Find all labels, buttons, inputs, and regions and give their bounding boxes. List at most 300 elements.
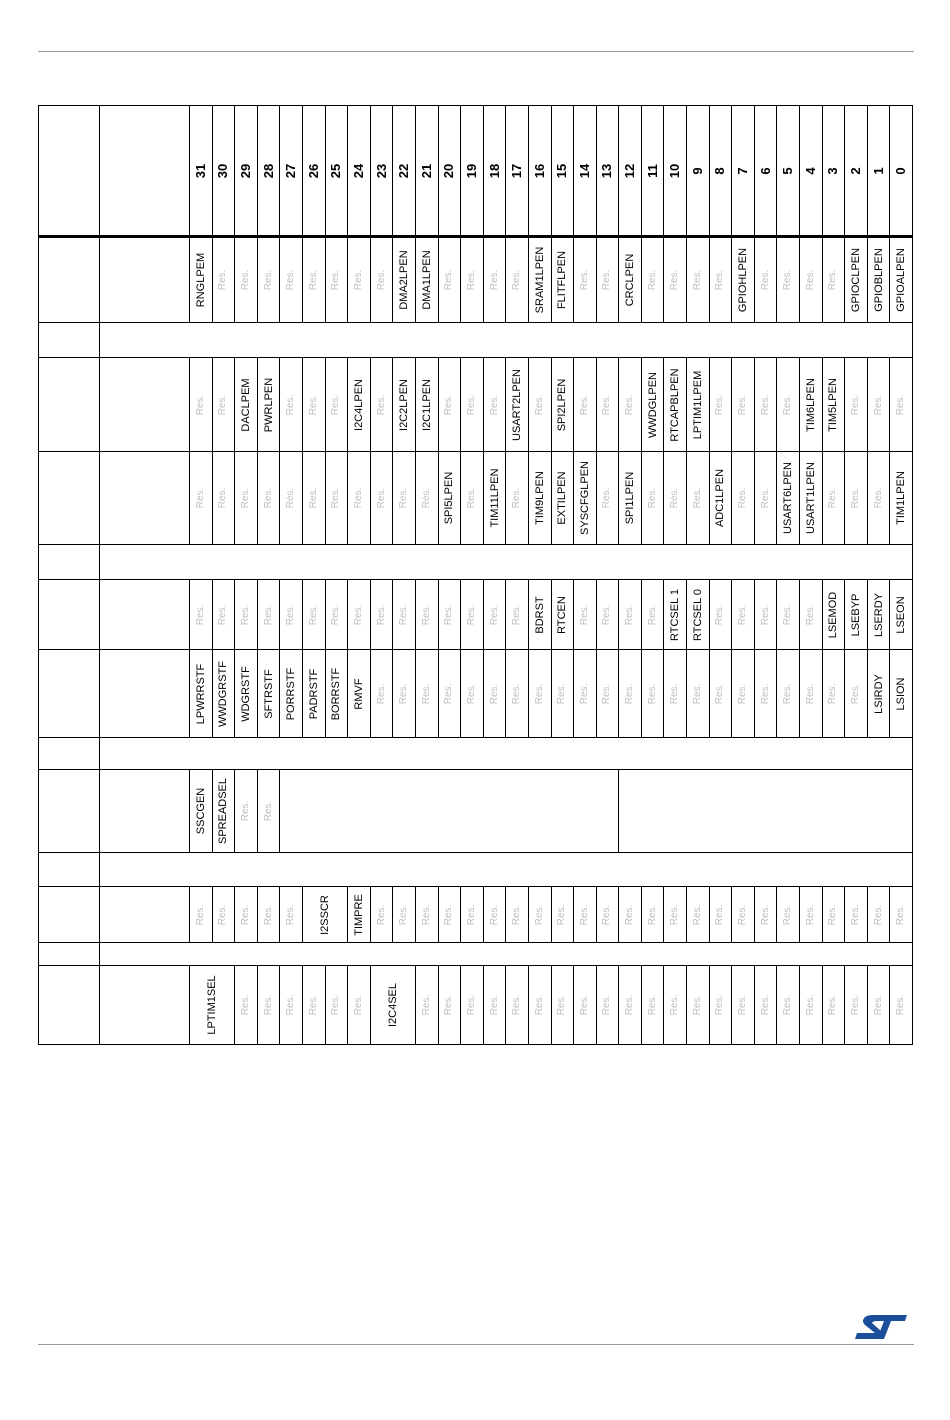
bit-number-cell <box>868 105 891 237</box>
field-label: TIM11LPEN <box>488 468 501 528</box>
field-cell <box>393 237 416 323</box>
reserved-cell <box>574 650 597 738</box>
reserved-label: Res. <box>262 800 274 822</box>
reserved-label: Res. <box>714 269 726 290</box>
reserved-label: Res. <box>691 904 703 925</box>
reserved-label: Res. <box>262 604 274 625</box>
reserved-label: Res. <box>714 683 726 704</box>
bit-number-cell <box>506 105 529 237</box>
field-cell <box>484 452 507 545</box>
reserved-label: Res. <box>895 994 907 1016</box>
reset-value-row <box>100 943 913 966</box>
field-cell <box>777 452 800 545</box>
bit-number: 22 <box>396 163 412 178</box>
offset-cell <box>38 943 100 966</box>
bit-number-cell <box>371 105 394 237</box>
reserved-label: Res. <box>465 269 477 290</box>
reserved-label: Res. <box>669 269 681 290</box>
reserved-label: Res. <box>804 994 816 1016</box>
reserved-label: Res. <box>352 269 364 290</box>
field-cell <box>506 358 529 452</box>
reserved-label: Res. <box>307 487 319 509</box>
offset-cell <box>38 650 100 738</box>
field-cell <box>258 358 281 452</box>
reserved-cell <box>800 966 823 1045</box>
reserved-label: Res. <box>330 487 342 509</box>
field-cell <box>868 650 891 738</box>
reserved-cell <box>664 237 687 323</box>
reserved-label: Res. <box>194 904 206 925</box>
reserved-label: Res. <box>804 683 816 704</box>
bit-number: 9 <box>689 166 705 175</box>
field-cell <box>371 966 416 1045</box>
reserved-cell <box>280 580 303 650</box>
field-cell <box>348 887 371 943</box>
field-cell <box>868 237 891 323</box>
field-cell <box>348 358 371 452</box>
reserved-cell <box>597 452 620 545</box>
reserved-cell <box>664 452 687 545</box>
reserved-label: Res. <box>782 683 794 704</box>
reserved-label: Res. <box>669 994 681 1016</box>
reserved-label: Res. <box>217 904 229 925</box>
reserved-label: Res. <box>465 604 477 625</box>
reserved-label: Res. <box>872 994 884 1016</box>
reserved-label: Res. <box>556 904 568 925</box>
register-name-cell <box>100 887 190 943</box>
reserved-label: Res. <box>398 604 410 625</box>
field-label: GPIOHLPEN <box>737 247 750 312</box>
reserved-cell <box>732 650 755 738</box>
reserved-cell <box>597 580 620 650</box>
reserved-label: Res. <box>872 487 884 509</box>
reserved-label: Res. <box>488 269 500 290</box>
reserved-cell <box>755 452 778 545</box>
reserved-cell <box>597 237 620 323</box>
reserved-label: Res. <box>827 683 839 704</box>
reserved-cell <box>845 452 868 545</box>
field-label: EXTILPEN <box>556 471 569 525</box>
reserved-label: Res. <box>262 269 274 290</box>
field-label: SYSCFGLPEN <box>578 461 591 535</box>
reserved-cell <box>506 237 529 323</box>
reserved-label: Res. <box>239 800 251 822</box>
field-cell <box>619 237 642 323</box>
reserved-label: Res. <box>669 683 681 704</box>
reserved-cell <box>777 966 800 1045</box>
field-cell <box>213 650 236 738</box>
bit-number-cell <box>213 105 236 237</box>
bit-number-cell <box>800 105 823 237</box>
reserved-cell <box>348 452 371 545</box>
reserved-label: Res. <box>624 683 636 704</box>
reserved-label: Res. <box>398 487 410 509</box>
bit-number: 17 <box>509 163 525 178</box>
reserved-label: Res. <box>488 394 500 415</box>
reserved-label: Res. <box>511 604 523 625</box>
reserved-label: Res. <box>669 904 681 925</box>
field-label: TIM1LPEN <box>895 471 908 525</box>
bit-number: 12 <box>622 163 638 178</box>
reserved-label: Res. <box>578 604 590 625</box>
reserved-cell <box>664 650 687 738</box>
reserved-cell <box>800 237 823 323</box>
field-label: RTCSEL 0 <box>691 588 704 641</box>
bit-number-cell <box>484 105 507 237</box>
field-label: RMVF <box>352 677 365 710</box>
reserved-label: Res. <box>737 487 749 509</box>
reserved-label: Res. <box>714 604 726 625</box>
register-name-cell <box>100 580 190 650</box>
reserved-label: Res. <box>827 487 839 509</box>
reserved-label: Res. <box>669 487 681 509</box>
field-label: SRAM1LPEN <box>533 246 546 313</box>
reserved-cell <box>371 650 394 738</box>
field-cell <box>303 650 326 738</box>
field-cell <box>642 358 665 452</box>
reserved-cell <box>755 580 778 650</box>
reserved-cell <box>687 452 710 545</box>
reserved-cell <box>868 966 891 1045</box>
reserved-label: Res. <box>239 994 251 1016</box>
offset-cell <box>38 770 100 853</box>
field-label: PWRLPEN <box>262 377 275 432</box>
reserved-label: Res. <box>375 683 387 704</box>
reserved-label: Res. <box>488 904 500 925</box>
reserved-label: Res. <box>285 994 297 1016</box>
reserved-cell <box>416 966 439 1045</box>
reserved-cell <box>732 580 755 650</box>
field-label: LPWRRSTF <box>194 663 207 724</box>
bit-number: 14 <box>576 163 592 178</box>
field-label: TIMPRE <box>352 893 365 936</box>
reserved-cell <box>845 966 868 1045</box>
bit-header-rule <box>38 235 913 238</box>
reserved-cell <box>190 452 213 545</box>
reserved-cell <box>823 452 846 545</box>
reserved-cell <box>664 966 687 1045</box>
bit-number: 5 <box>780 166 796 175</box>
reserved-label: Res. <box>375 487 387 509</box>
field-cell <box>664 580 687 650</box>
field-label: BORRSTF <box>330 667 343 720</box>
bit-number-cell <box>619 105 642 237</box>
reserved-label: Res. <box>737 604 749 625</box>
reserved-label: Res. <box>759 683 771 704</box>
reserved-cell <box>574 887 597 943</box>
reserved-cell <box>303 580 326 650</box>
reserved-cell <box>777 650 800 738</box>
reserved-label: Res. <box>691 994 703 1016</box>
bit-number: 28 <box>260 163 276 178</box>
offset-cell <box>38 738 100 770</box>
reserved-label: Res. <box>804 904 816 925</box>
reserved-cell <box>371 237 394 323</box>
reserved-cell <box>439 358 462 452</box>
bit-number-cell <box>235 105 258 237</box>
reserved-label: Res. <box>239 269 251 290</box>
reserved-cell <box>280 887 303 943</box>
field-cell <box>190 770 213 853</box>
reserved-label: Res. <box>533 394 545 415</box>
register-name-cell <box>100 966 190 1045</box>
reserved-cell <box>777 237 800 323</box>
reserved-cell <box>484 237 507 323</box>
reserved-cell <box>845 887 868 943</box>
bit-number-cell <box>461 105 484 237</box>
field-cell <box>416 358 439 452</box>
bit-number-cell <box>416 105 439 237</box>
reserved-cell <box>552 966 575 1045</box>
bit-number-cell <box>529 105 552 237</box>
reserved-cell <box>597 650 620 738</box>
reserved-label: Res. <box>601 904 613 925</box>
field-cell <box>664 358 687 452</box>
reserved-cell <box>529 650 552 738</box>
bit-number: 0 <box>893 166 909 175</box>
bit-number: 2 <box>848 166 864 175</box>
reserved-cell <box>393 580 416 650</box>
field-label: SPREADSEL <box>217 777 230 845</box>
reserved-label: Res. <box>804 269 816 290</box>
field-label: LPTIM1SEL <box>206 975 219 1035</box>
reserved-cell <box>416 452 439 545</box>
reserved-label: Res. <box>646 604 658 625</box>
reserved-cell <box>868 887 891 943</box>
field-label: I2SSCR <box>319 894 332 935</box>
bit-number: 21 <box>418 163 434 178</box>
field-label: LSERDY <box>872 592 885 637</box>
reserved-label: Res. <box>872 904 884 925</box>
field-label: LSEON <box>895 595 908 634</box>
reserved-cell <box>777 358 800 452</box>
offset-cell <box>38 105 100 237</box>
field-label: SSCGEN <box>194 787 207 835</box>
bit-number: 15 <box>554 163 570 178</box>
reserved-label: Res. <box>375 604 387 625</box>
reserved-cell <box>597 966 620 1045</box>
field-cell <box>687 358 710 452</box>
reserved-label: Res. <box>330 994 342 1016</box>
reserved-label: Res. <box>285 269 297 290</box>
reserved-cell <box>687 966 710 1045</box>
reserved-cell <box>348 966 371 1045</box>
reserved-label: Res. <box>782 994 794 1016</box>
reserved-label: Res. <box>850 487 862 509</box>
reset-value-row <box>100 323 913 358</box>
bit-number: 18 <box>486 163 502 178</box>
field-label: TIM6LPEN <box>804 377 817 432</box>
field-label: GPIOBLPEN <box>872 247 885 312</box>
reserved-cell <box>371 887 394 943</box>
reserved-cell <box>619 966 642 1045</box>
reserved-label: Res. <box>782 904 794 925</box>
reserved-cell <box>303 452 326 545</box>
reserved-label: Res. <box>217 269 229 290</box>
reserved-label: Res. <box>262 904 274 925</box>
field-label: PORRSTF <box>285 667 298 720</box>
reserved-label: Res. <box>330 269 342 290</box>
reserved-cell <box>529 358 552 452</box>
register-name-cell <box>100 650 190 738</box>
reserved-cell <box>823 887 846 943</box>
field-label: PADRSTF <box>307 668 320 719</box>
field-label: ADC1LPEN <box>714 468 727 528</box>
reserved-label: Res. <box>465 394 477 415</box>
reserved-label: Res. <box>646 487 658 509</box>
reserved-cell <box>303 358 326 452</box>
field-label: DMA1LPEN <box>420 249 433 310</box>
reserved-label: Res. <box>194 487 206 509</box>
reserved-cell <box>326 580 349 650</box>
reserved-label: Res. <box>217 604 229 625</box>
reserved-label: Res. <box>239 604 251 625</box>
reserved-cell <box>461 237 484 323</box>
field-label: I2C4SEL <box>386 982 399 1028</box>
reserved-cell <box>529 887 552 943</box>
reserved-label: Res. <box>443 994 455 1016</box>
field-cell <box>348 650 371 738</box>
reserved-label: Res. <box>375 394 387 415</box>
field-cell <box>710 452 733 545</box>
bit-number-cell <box>664 105 687 237</box>
bit-number: 16 <box>531 163 547 178</box>
field-label: SPI2LPEN <box>556 378 569 431</box>
field-label: LSIRDY <box>872 673 885 714</box>
reserved-label: Res. <box>420 604 432 625</box>
reserved-cell <box>439 887 462 943</box>
reserved-cell <box>664 887 687 943</box>
reserved-cell <box>687 237 710 323</box>
field-label: LSION <box>895 676 908 711</box>
reserved-label: Res. <box>601 394 613 415</box>
reserved-cell <box>710 580 733 650</box>
reserved-cell <box>213 887 236 943</box>
reserved-label: Res. <box>511 683 523 704</box>
reserved-label: Res. <box>578 269 590 290</box>
field-cell <box>213 770 236 853</box>
offset-cell <box>38 237 100 323</box>
reserved-cell <box>777 580 800 650</box>
field-label: I2C1LPEN <box>420 378 433 431</box>
reserved-label: Res. <box>759 604 771 625</box>
offset-cell <box>38 966 100 1045</box>
bit-number: 26 <box>305 163 321 178</box>
reserved-cell <box>890 966 913 1045</box>
field-cell <box>574 452 597 545</box>
field-label: RTCEN <box>556 595 569 634</box>
reserved-cell <box>597 887 620 943</box>
reserved-label: Res. <box>262 487 274 509</box>
field-cell <box>416 237 439 323</box>
bit-number: 29 <box>237 163 253 178</box>
reserved-cell <box>280 237 303 323</box>
field-label: SPI1LPEN <box>624 471 637 525</box>
field-label: RTCAPBLPEN <box>669 367 682 442</box>
reserved-cell <box>416 650 439 738</box>
reserved-cell <box>484 887 507 943</box>
reserved-label: Res. <box>511 487 523 509</box>
bit-number-cell <box>303 105 326 237</box>
reserved-label: Res. <box>420 487 432 509</box>
reserved-cell <box>506 887 529 943</box>
reserved-label: Res. <box>646 683 658 704</box>
bit-number-cell <box>687 105 710 237</box>
reserved-label: Res. <box>217 394 229 415</box>
field-cell <box>280 650 303 738</box>
reserved-label: Res. <box>759 904 771 925</box>
reserved-label: Res. <box>578 904 590 925</box>
reserved-label: Res. <box>352 604 364 625</box>
reserved-label: Res. <box>194 604 206 625</box>
reserved-label: Res. <box>443 904 455 925</box>
reserved-label: Res. <box>578 683 590 704</box>
register-name-cell <box>100 770 190 853</box>
field-cell <box>235 770 258 853</box>
field-label: LSEMOD <box>827 591 840 638</box>
field-label: I2C4LPEN <box>352 378 365 431</box>
reserved-cell <box>597 358 620 452</box>
field-cell <box>800 358 823 452</box>
reset-value-row <box>100 545 913 580</box>
reserved-cell <box>574 237 597 323</box>
reserved-label: Res. <box>352 994 364 1016</box>
bit-number-cell <box>890 105 913 237</box>
reserved-label: Res. <box>691 487 703 509</box>
reserved-cell <box>755 237 778 323</box>
offset-cell <box>38 452 100 545</box>
reserved-cell <box>484 580 507 650</box>
reserved-label: Res. <box>443 394 455 415</box>
reserved-cell <box>326 966 349 1045</box>
reserved-label: Res. <box>330 604 342 625</box>
reserved-cell <box>213 580 236 650</box>
reserved-label: Res. <box>827 994 839 1016</box>
field-label: GPIOCLPEN <box>850 247 863 312</box>
field-cell <box>732 237 755 323</box>
reserved-cell <box>348 237 371 323</box>
field-cell <box>529 580 552 650</box>
reserved-cell <box>258 237 281 323</box>
field-cell <box>235 358 258 452</box>
field-cell-modper <box>280 770 619 853</box>
reserved-cell <box>461 887 484 943</box>
reserved-label: Res. <box>465 994 477 1016</box>
reserved-cell <box>755 966 778 1045</box>
field-cell <box>890 650 913 738</box>
reserved-label: Res. <box>850 904 862 925</box>
reserved-label: Res. <box>285 904 297 925</box>
reserved-cell <box>823 966 846 1045</box>
field-label: USART6LPEN <box>782 462 795 534</box>
field-label: TIM9LPEN <box>533 471 546 525</box>
field-label: RTCSEL 1 <box>669 588 682 641</box>
reserved-label: Res. <box>895 904 907 925</box>
reserved-cell <box>777 887 800 943</box>
field-cell <box>800 452 823 545</box>
field-label: TIM5LPEN <box>827 377 840 432</box>
field-cell <box>823 358 846 452</box>
reserved-cell <box>235 237 258 323</box>
reserved-label: Res. <box>737 394 749 415</box>
field-cell <box>439 452 462 545</box>
reserved-cell <box>868 358 891 452</box>
bit-number-cell <box>439 105 462 237</box>
reserved-cell <box>280 966 303 1045</box>
reserved-cell <box>484 358 507 452</box>
reserved-cell <box>280 358 303 452</box>
reserved-cell <box>213 452 236 545</box>
